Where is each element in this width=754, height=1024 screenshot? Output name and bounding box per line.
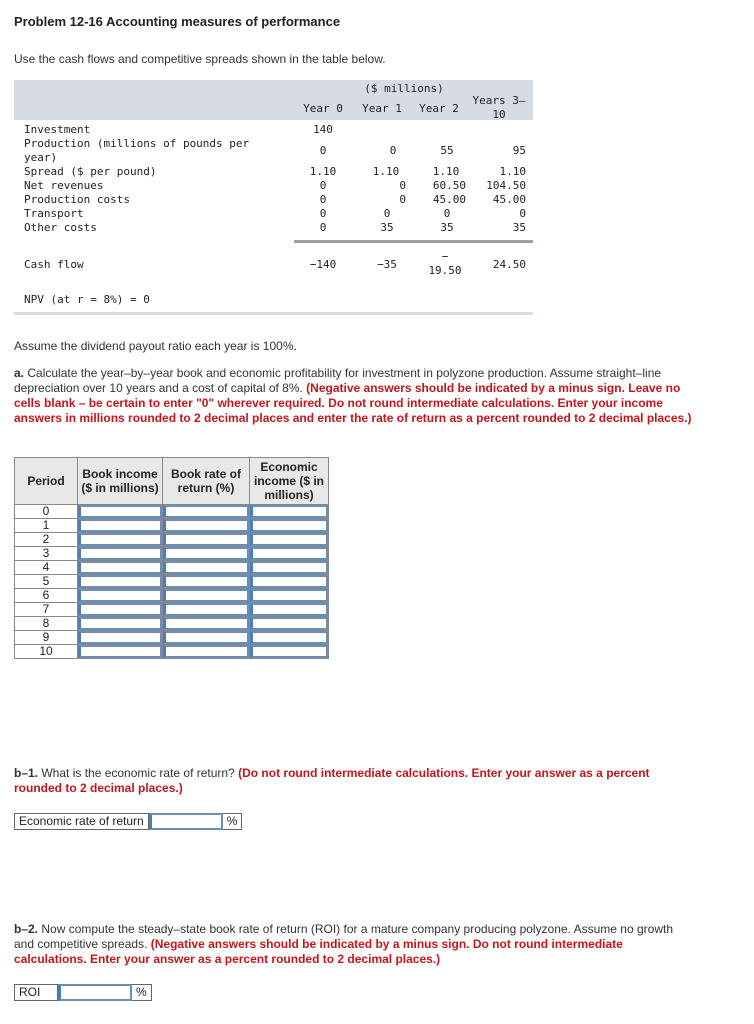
grid-period-label: 6 (15, 589, 78, 603)
grid-row (15, 561, 329, 575)
cell-spread-y0: 1.10 (309, 165, 337, 178)
grid-cell (78, 631, 163, 645)
economic-income-input[interactable] (250, 505, 328, 518)
roi-label: ROI (14, 984, 58, 1001)
book-rate-input[interactable] (163, 533, 249, 546)
cell-netrev-y1: 0 (399, 179, 406, 192)
roi-row (14, 984, 152, 1001)
economic-income-input[interactable] (250, 631, 328, 644)
grid-row (15, 505, 329, 519)
book-income-input[interactable] (78, 505, 162, 518)
cell-cashflow-y0: −140 (309, 258, 337, 271)
npv-note: NPV (at r = 8%) = 0 (24, 293, 150, 306)
grid-header-period: Period (15, 458, 78, 505)
part-a-instructions: (Negative answers should be indicated by a minus sign. Leave no cells blank – be certain to enter "0" wherever required. Do not round intermediate calculations. Enter your income answers in millions rounded to 2 decimal places and enter the rate of return as a percent rounded to 2 decimal places.) (14, 381, 692, 425)
economic-income-input[interactable] (250, 603, 328, 616)
grid-period-label: 9 (15, 631, 78, 645)
part-a-prefix: a. (14, 366, 25, 380)
grid-period-label: 4 (15, 561, 78, 575)
part-b1-text: What is the economic rate of return? (38, 766, 239, 780)
economic-income-input[interactable] (250, 589, 328, 602)
grid-cell (163, 603, 250, 617)
book-income-input[interactable] (78, 617, 162, 630)
economic-income-input[interactable] (250, 617, 328, 630)
grid-period-label: 1 (15, 519, 78, 533)
grid-header-book-rate: Book rate of return (%) (163, 458, 250, 505)
grid-cell (163, 575, 250, 589)
grid-row (15, 519, 329, 533)
grid-cell (163, 617, 250, 631)
book-rate-input[interactable] (163, 589, 249, 602)
part-b2-text: Now compute the steady–state book rate of return (ROI) for a mature company producing polyzone. Assume no growth and competitive spreads. (14, 922, 674, 951)
grid-cell (250, 589, 329, 603)
grid-period-label: 2 (15, 533, 78, 547)
row-label-production-costs: Production costs (24, 193, 130, 206)
cell-spread-y1: 1.10 (372, 165, 400, 178)
grid-period-label: 0 (15, 505, 78, 519)
grid-period-label: 5 (15, 575, 78, 589)
grid-row (15, 645, 329, 659)
economic-rate-input[interactable] (149, 813, 223, 830)
grid-cell (163, 631, 250, 645)
book-rate-input[interactable] (163, 575, 249, 588)
economic-income-input[interactable] (250, 645, 328, 658)
grid-cell (163, 561, 250, 575)
grid-cell (78, 547, 163, 561)
cell-production-y3: 95 (512, 144, 526, 157)
book-income-input[interactable] (78, 561, 162, 574)
grid-row (15, 533, 329, 547)
part-a-text: Calculate the year–by–year book and economic profitability for investment in polyzone production. Assume straight–line depreciation over 10 years and a cost of capital of 8%. (14, 366, 662, 395)
grid-period-label: 8 (15, 617, 78, 631)
grid-cell (250, 547, 329, 561)
cell-netrev-y2: 60.50 (432, 179, 466, 192)
book-income-input[interactable] (78, 645, 162, 658)
part-b1-prefix: b–1. (14, 766, 39, 780)
part-b1-question (14, 766, 694, 796)
cell-production-y1: 0 (389, 144, 397, 157)
row-label-spread: Spread ($ per pound) (24, 165, 157, 178)
book-rate-input[interactable] (163, 505, 249, 518)
grid-cell (163, 519, 250, 533)
roi-unit: % (132, 984, 152, 1001)
grid-cell (78, 561, 163, 575)
col-header-year2: Year 2 (419, 102, 459, 115)
cell-spread-y2: 1.10 (432, 165, 460, 178)
book-rate-input[interactable] (163, 645, 249, 658)
row-label-production: Production (millions of pounds per year) (24, 137, 250, 164)
economic-rate-label: Economic rate of return (14, 813, 149, 830)
roi-input[interactable] (58, 984, 132, 1001)
cell-production-y0: 0 (319, 144, 327, 157)
grid-cell (250, 575, 329, 589)
col-header-years3-10: Years 3– 10 (472, 94, 526, 121)
cell-prodcost-y1: 0 (399, 193, 406, 206)
cell-prodcost-y3: 45.00 (492, 193, 526, 206)
cell-transport-y2: 0 (443, 207, 451, 220)
grid-cell (250, 519, 329, 533)
problem-title: Problem 12-16 Accounting measures of performance (14, 14, 341, 29)
cell-transport-y0: 0 (319, 207, 327, 220)
cell-prodcost-y2: 45.00 (432, 193, 466, 206)
grid-header-book-income: Book income ($ in millions) (78, 458, 163, 505)
cell-transport-y1: 0 (383, 207, 391, 220)
intro-text: Use the cash flows and competitive spreads shown in the table below. (14, 52, 386, 66)
row-label-other-costs: Other costs (24, 221, 97, 234)
grid-cell (78, 505, 163, 519)
grid-cell (250, 617, 329, 631)
unit-header: ($ millions) (364, 82, 444, 95)
grid-period-label: 7 (15, 603, 78, 617)
grid-cell (250, 631, 329, 645)
economic-income-input[interactable] (250, 547, 328, 560)
grid-cell (163, 505, 250, 519)
economic-income-input[interactable] (250, 519, 328, 532)
part-a-question (14, 366, 694, 426)
table-bottom-band (14, 312, 533, 315)
row-label-transport: Transport (24, 207, 84, 220)
cell-cashflow-y2: − 19.50 (428, 250, 462, 277)
book-income-input[interactable] (78, 547, 162, 560)
grid-cell (78, 645, 163, 659)
part-b1-instructions: (Do not round intermediate calculations. Enter your answer as a percent rounded to 2 decimal places.) (14, 766, 650, 795)
economic-income-input[interactable] (250, 575, 328, 588)
grid-row (15, 547, 329, 561)
book-income-input[interactable] (78, 631, 162, 644)
grid-body (15, 505, 329, 659)
economic-rate-row (14, 813, 242, 830)
grid-cell (163, 547, 250, 561)
book-rate-input[interactable] (163, 603, 249, 616)
cell-other-y1: 35 (380, 221, 394, 234)
dividend-note: Assume the dividend payout ratio each year is 100%. (14, 339, 297, 353)
grid-period-label: 10 (15, 645, 78, 659)
cell-other-y0: 0 (319, 221, 327, 234)
grid-cell (163, 589, 250, 603)
book-rate-input[interactable] (163, 631, 249, 644)
col-header-year1: Year 1 (362, 102, 402, 115)
grid-cell (78, 617, 163, 631)
book-income-input[interactable] (78, 533, 162, 546)
row-label-net-revenues: Net revenues (24, 179, 104, 192)
cell-netrev-y0: 0 (319, 179, 327, 192)
cell-investment-y0: 140 (313, 123, 333, 136)
grid-row (15, 631, 329, 645)
row-label-cash-flow: Cash flow (24, 258, 84, 271)
cell-cashflow-y1: −35 (377, 258, 397, 271)
cell-other-y2: 35 (440, 221, 454, 234)
part-b2-prefix: b–2. (14, 922, 39, 936)
book-rate-input[interactable] (163, 547, 249, 560)
grid-cell (78, 589, 163, 603)
row-label-investment: Investment (24, 123, 91, 136)
grid-cell (250, 645, 329, 659)
cell-spread-y3: 1.10 (499, 165, 526, 178)
grid-row (15, 589, 329, 603)
grid-cell (163, 533, 250, 547)
grid-cell (250, 505, 329, 519)
grid-row (15, 575, 329, 589)
cell-other-y3: 35 (512, 221, 526, 234)
grid-cell (250, 533, 329, 547)
grid-cell (163, 645, 250, 659)
book-rate-input[interactable] (163, 519, 249, 532)
grid-header-economic-income: Economic income ($ in millions) (250, 458, 329, 505)
cell-prodcost-y0: 0 (319, 193, 327, 206)
economic-income-input[interactable] (250, 561, 328, 574)
grid-cell (78, 533, 163, 547)
cell-netrev-y3: 104.50 (486, 179, 526, 192)
grid-cell (78, 519, 163, 533)
part-b2-question (14, 922, 694, 967)
cell-cashflow-y3: 24.50 (492, 258, 526, 271)
book-rate-input[interactable] (163, 617, 249, 630)
economic-income-input[interactable] (250, 533, 328, 546)
grid-cell (78, 575, 163, 589)
grid-row (15, 617, 329, 631)
total-separator (294, 240, 533, 243)
book-income-input[interactable] (78, 589, 162, 602)
part-b2-instructions: (Negative answers should be indicated by a minus sign. Do not round intermediate calculations. Enter your answer as a percent rounded to 2 decimal places.) (14, 937, 623, 966)
book-rate-input[interactable] (163, 561, 249, 574)
grid-cell (250, 561, 329, 575)
cell-production-y2: 55 (440, 144, 454, 157)
answer-grid (14, 457, 329, 659)
grid-cell (250, 603, 329, 617)
book-income-input[interactable] (78, 519, 162, 532)
book-income-input[interactable] (78, 575, 162, 588)
book-income-input[interactable] (78, 603, 162, 616)
col-header-year0: Year 0 (303, 102, 343, 115)
grid-row (15, 603, 329, 617)
cell-transport-y3: 0 (519, 207, 526, 220)
grid-period-label: 3 (15, 547, 78, 561)
economic-rate-unit: % (223, 813, 243, 830)
grid-cell (78, 603, 163, 617)
